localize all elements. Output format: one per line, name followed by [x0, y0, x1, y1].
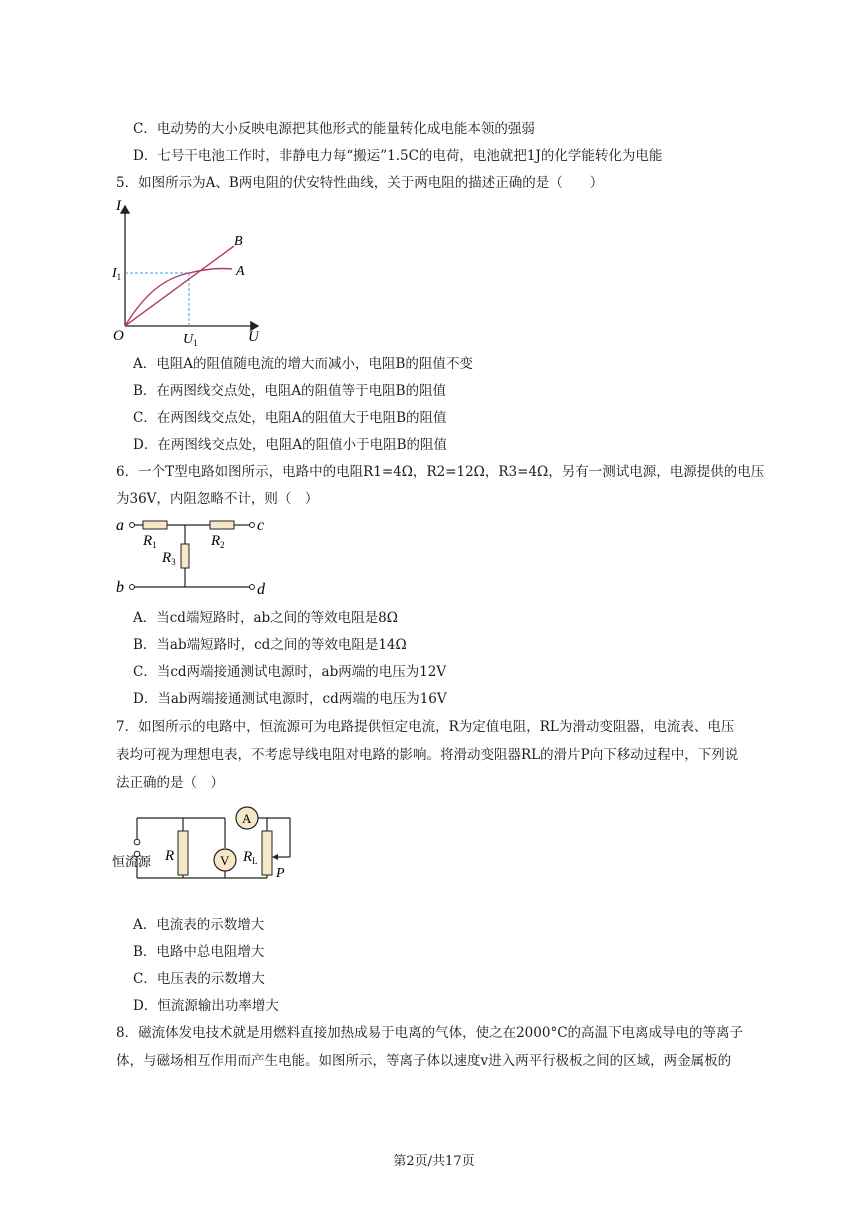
label-r1: $R_1$	[143, 533, 157, 550]
label-d: d	[257, 581, 265, 598]
question-7-stem-line2: 表均可视为理想电表，不考虑导线电阻对电路的影响。将滑动变阻器RL的滑片P向下移动过程中，下列说	[116, 747, 739, 763]
q5-option-a: A．电阻A的阻值随电流的增大而减小，电阻B的阻值不变	[133, 356, 473, 372]
label-r3: $R_3$	[162, 550, 176, 567]
q5-option-c: C．在两图线交点处，电阻A的阻值大于电阻B的阻值	[133, 410, 447, 426]
q6-option-d: D．当ab两端接通测试电源时，cd两端的电压为16V	[133, 691, 447, 707]
q7-option-c: C．电压表的示数增大	[133, 971, 265, 987]
label-c: c	[257, 517, 265, 534]
option-d: D．七号干电池工作时，非静电力每“搬运”1.5C的电荷，电池就把1J的化学能转化为电能	[133, 148, 663, 164]
terminal-d	[250, 585, 255, 590]
question-6-stem-line2: 为36V，内阻忽略不计，则（ ）	[116, 491, 319, 507]
resistor-r2	[210, 521, 234, 529]
q7-option-b: B．电路中总电阻增大	[133, 944, 265, 960]
label-a: a	[116, 517, 124, 534]
label-b: b	[116, 579, 124, 596]
q6-option-b: B．当ab端短路时，cd之间的等效电阻是14Ω	[133, 637, 407, 653]
curve-a	[125, 268, 232, 326]
q6-option-a: A．当cd端短路时，ab之间的等效电阻是8Ω	[133, 610, 398, 626]
origin-label: O	[113, 328, 124, 344]
x-axis-label: U	[248, 329, 259, 345]
page-footer: 第2页/共17页	[393, 1154, 475, 1169]
rheostat-rl	[262, 831, 272, 875]
iv-curve-figure	[110, 198, 270, 348]
slider-arrow	[272, 854, 278, 860]
question-7-stem-line1: 7．如图所示的电路中，恒流源可为电路提供恒定电流，R为定值电阻，RL为滑动变阻器，电流表、电压	[116, 719, 735, 735]
y-axis-label: I	[116, 198, 121, 214]
question-7-stem-line3: 法正确的是（ ）	[116, 775, 224, 791]
r-label: R	[165, 848, 175, 864]
terminal-c	[250, 523, 255, 528]
ammeter-label: A	[242, 811, 252, 826]
rl-label: $R_L$	[243, 849, 258, 866]
option-c: C．电动势的大小反映电源把其他形式的能量转化成电能本领的强弱	[133, 121, 535, 137]
q5-option-d: D．在两图线交点处，电阻A的阻值小于电阻B的阻值	[133, 437, 447, 453]
t-circuit-figure	[112, 514, 272, 599]
q7-option-d: D．恒流源输出功率增大	[133, 998, 279, 1014]
question-5-stem: 5．如图所示为A、B两电阻的伏安特性曲线，关于两电阻的描述正确的是（ ）	[116, 175, 604, 191]
resistor-r3	[181, 544, 189, 568]
i1-label: $I_1$	[112, 266, 122, 282]
terminal-a	[130, 523, 135, 528]
q7-option-a: A．电流表的示数增大	[133, 917, 265, 933]
question-6-stem-line1: 6．一个T型电路如图所示，电路中的电阻R1=4Ω，R2=12Ω，R3=4Ω，另有一测试电源，电源提供的电压	[116, 464, 765, 480]
question-8-line2: 体，与磁场相互作用而产生电能。如图所示，等离子体以速度v进入两平行极板之间的区域，两金属板的	[116, 1053, 732, 1069]
terminal-b	[130, 585, 135, 590]
curve-a-label: A	[236, 264, 245, 279]
resistor-r	[178, 831, 188, 875]
resistor-r1	[143, 521, 167, 529]
q6-option-c: C．当cd两端接通测试电源时，ab两端的电压为12V	[133, 664, 447, 680]
voltmeter-label: V	[220, 853, 230, 868]
slider-label: P	[276, 866, 285, 881]
q5-option-b: B．在两图线交点处，电阻A的阻值等于电阻B的阻值	[133, 383, 447, 399]
curve-b-label: B	[234, 234, 243, 249]
question-8-line1: 8．磁流体发电技术就是用燃料直接加热成易于电离的气体，使之在2000°C的高温下电离成导电的等离子	[116, 1025, 744, 1041]
source-terminal-top	[134, 839, 140, 845]
curve-b	[125, 246, 234, 326]
constant-current-circuit-figure	[112, 803, 302, 903]
label-r2: $R_2$	[211, 533, 225, 550]
source-label: 恒流源	[112, 854, 152, 869]
u1-label: $U_1$	[183, 332, 198, 348]
